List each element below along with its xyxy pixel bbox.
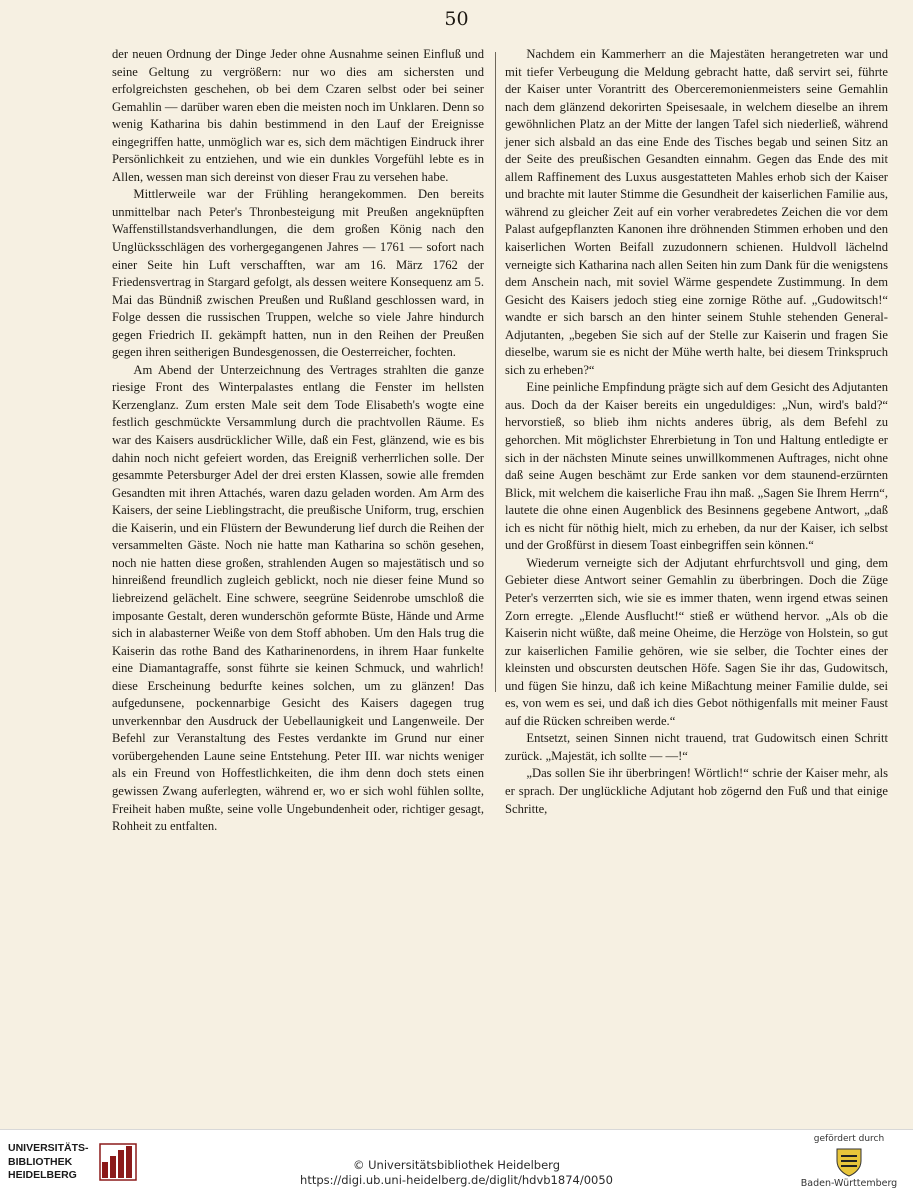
paragraph: Entsetzt, seinen Sinnen nicht trauend, trat Gudowitsch einen Schritt zurück. „Majestät, ich sollte — —!“ (505, 731, 888, 763)
funder-name: Baden-Württemberg (800, 1178, 898, 1189)
paragraph: Nachdem ein Kammerherr an die Majestäten herangetreten war und mit tiefer Verbeugung die Meldung gebracht hatte, daß servirt sei, führte der Kaiser unter Vorantritt des Oberceremonienmeisters seine Gemahlin nach dem glänzend dekorirten Speisesaale, in welchem dieselbe an ihrem gewöhnlichen Platz an der Mitte der langen Tafel sich niederließ, während jener sich alsbald an das eine Ende des Tisches begab und seinen Sitz an der Seite des preußischen Gesandten einnahm. Gegen das Ende des mit allem Raffinement des Luxus ausgestatteten Mahles erhob sich der Kaiser und brachte mit lauter Stimme die Gesundheit der kaiserlichen Familie aus, während zu gleicher Zeit auf ein vorher verabredetes Zeichen die vor dem Palast aufgepflanzten Kanonen ihre dröhnenden Stimmen erhoben und den kaiserlichen Worten Beifall zuzudonnern schienen. Huldvoll lächelnd verneigte sich Katharina nach allen Seiten hin zum Dank für die wenigstens dem Anschein nach, mit soviel Wärme gespendete Zustimmung. In dem Gesicht des Kaisers jedoch stieg eine zornige Röthe auf. „Gudowitsch!“ wandte er sich barsch an den hinter seinem Stuhle stehenden General-Adjutanten, „begeben Sie sich auf der Stelle zur Kaiserin und fragen Sie dieselbe, warum sie es nicht der Mühe werth halte, bei diesem Trinkspruch sich zu erheben?“ (505, 47, 888, 377)
column-divider (495, 52, 496, 692)
paragraph: „Das sollen Sie ihr überbringen! Wörtlich!“ schrie der Kaiser mehr, als er sprach. Der unglückliche Adjutant hob zögernd den Fuß und that einige Schritte, (505, 766, 888, 816)
library-name-line: UNIVERSITÄTS- (8, 1142, 89, 1154)
page-number: 50 (444, 8, 469, 30)
left-column (112, 46, 484, 836)
paragraph: der neuen Ordnung der Dinge Jeder ohne Ausnahme seinen Einfluß und seine Geltung zu vergrößern: nur wo dies am sichersten und erfolgreichsten geschehen, ob bei dem Czaren selbst oder bei seiner Gemahlin — darüber waren eben die meisten noch im Unklaren. Denn so wenig Katharina bis dahin bestimmend in den Lauf der Ereignisse eingegriffen hatte, unmöglich war es, sich dem mächtigen Eindruck ihrer Persönlichkeit zu entziehen, und wie ein dunkles Vorgefühl lebte es in Allen, wessen man sich dereinst von dieser Frau zu versehen habe. (112, 47, 484, 184)
paragraph: Wiederum verneigte sich der Adjutant ehrfurchtsvoll und ging, dem Gebieter diese Antwort seiner Gemahlin zu überbringen. Doch die Züge Peter's verzerrten sich, wie sie es immer thaten, wenn irgend etwas seinen Zorn erregte. „Elende Ausflucht!“ stieß er wüthend hervor. „Als ob die Kaiserin nicht wüßte, daß meine Oheime, die Herzöge von Holstein, so gut zur kaiserlichen Familie gehören, wie sie selber, die Tochter eines der kleinsten und obscursten deutschen Höfe. Sagen Sie ihr das, Gudowitsch, und fügen Sie hinzu, daß ich keine Mißachtung meiner Familie dulde, sei es, von wem es sei, und daß ich dies Gebot nöthigenfalls mit meiner Faust auf die Rücken schreiben werde.“ (505, 555, 888, 728)
permalink[interactable]: https://digi.ub.uni-heidelberg.de/diglit/hdvb1874/0050 (300, 1173, 613, 1187)
paragraph: Mittlerweile war der Frühling herangekommen. Den bereits unmittelbar nach Peter's Thronbesteigung mit Preußen angeknüpften Waffenstillstandsverhandlungen, die dem großen König nach den Unglücksschlägen des vorhergegangenen Jahres — 1761 — sofort nach einer Seite hin Luft verschafften, war am 16. März 1762 der Friedensvertrag in Stargard gefolgt, als dessen weitere Konsequenz am 5. Mai das Bündniß zwischen Preußen und Rußland geschlossen ward, in Folge dessen die russischen Truppen, welche so viele Jahre hindurch gegen Friedrich II. gekämpft hatten, nun in den Reihen der Preußen gegen ihren seitherigen Bundesgenossen, die Oesterreicher, fochten. (112, 187, 484, 360)
funded-by-label: gefördert durch (813, 1134, 885, 1144)
right-column (505, 46, 888, 818)
funder-block (799, 1134, 899, 1189)
paragraph: Eine peinliche Empfindung prägte sich auf dem Gesicht des Adjutanten aus. Doch da der Kaiser bereits ein ungeduldiges: „Nun, wird's bald?“ hervorstieß, so blieb ihm nichts anderes übrig, als dem Befehl zu gehorchen. Mit möglichster Ehrerbietung in Ton und Haltung entledigte er sich in der nächsten Minute seines unwillkommenen Auftrages, nicht ohne daß seine Augen beschämt zur Erde sanken vor dem staunend-erzürnten Blick, mit welchem die kaiserliche Frau ihn maß. „Sagen Sie Ihrem Herrn“, lautete die ohne einen Augenblick des Besinnens gegebene Antwort, „daß ich es nicht für nöthig hielt, mich zu erheben, da nur der Kaiser, ich selbst und der Großfürst in diesem Toast einbegriffen sein können.“ (505, 380, 888, 553)
library-name-line: HEIDELBERG (8, 1169, 77, 1181)
footer-credits (0, 1155, 913, 1188)
copyright-notice: © Universitätsbibliothek Heidelberg (352, 1158, 560, 1172)
paragraph: Am Abend der Unterzeichnung des Vertrages strahlten die ganze riesige Front des Winterpalastes entlang die Fenster im hellsten Kerzenglanz. Zum ersten Male seit dem Tode Elisabeth's wogte eine festlich geschmückte Versammlung durch die prachtvollen Räume. Es war des Kaisers ausdrücklicher Wille, daß ein Fest, glänzend, wie es bis dahin noch nicht gefeiert worden, das Ereigniß verherrlichen solle. Der gesammte Petersburger Adel der drei ersten Klassen, sowie alle fremden Gesandten mit ihren Attachés, waren dazu geladen worden. Am Arm des Kaisers, der seine Lieblingstracht, die preußische Uniform, trug, erschien die Kaiserin, und ein Flüstern der Bewunderung lief durch die Reihen der versammelten Gäste. Noch nie hatte man Katharina so schön gesehen, noch nie hatten diese großen, strahlenden Augen so majestätisch und so hinreißend freundlich zugleich geblickt, noch nie dieser feine Mund so liebreizend gelächelt. Eine schwere, seegrüne Seidenrobe umschloß die imposante Gestalt, deren wunderschön geformte Büste, Hände und Arme sich in alabasterner Weiße von dem Stoff abhoben. Um den Hals trug die Kaiserin das rothe Band des Katharinenordens, in ihrem Haar funkelte eine Diamantagraffe, sonst führte sie keinen Schmuck, und wahrlich! diese Erscheinung bedurfte keines solchen, um zu glänzen! Das aufgedunsene, pockennarbige Gesicht des Kaisers dagegen trug unverkennbar den Ausdruck der Uebellaunigkeit und Langenweile. Der Befehl zur Veranstaltung des Festes verdankte im Grund nur einer vorübergehenden Laune seine Entstehung. Peter III. war nichts weniger als ein Freund von Hoffestlichkeiten, die ihm denn doch stets einen gewissen Zwang auferlegten, während er, wo er sich wohl fühlen sollte, Freiheit haben mußte, seine volle Ungebundenheit oder, richtiger gesagt, Rohheit zu entfalten. (112, 362, 484, 834)
state-crest-icon (832, 1147, 866, 1177)
viewer-footer (0, 1129, 913, 1194)
library-name-line: BIBLIOTHEK (8, 1155, 73, 1168)
